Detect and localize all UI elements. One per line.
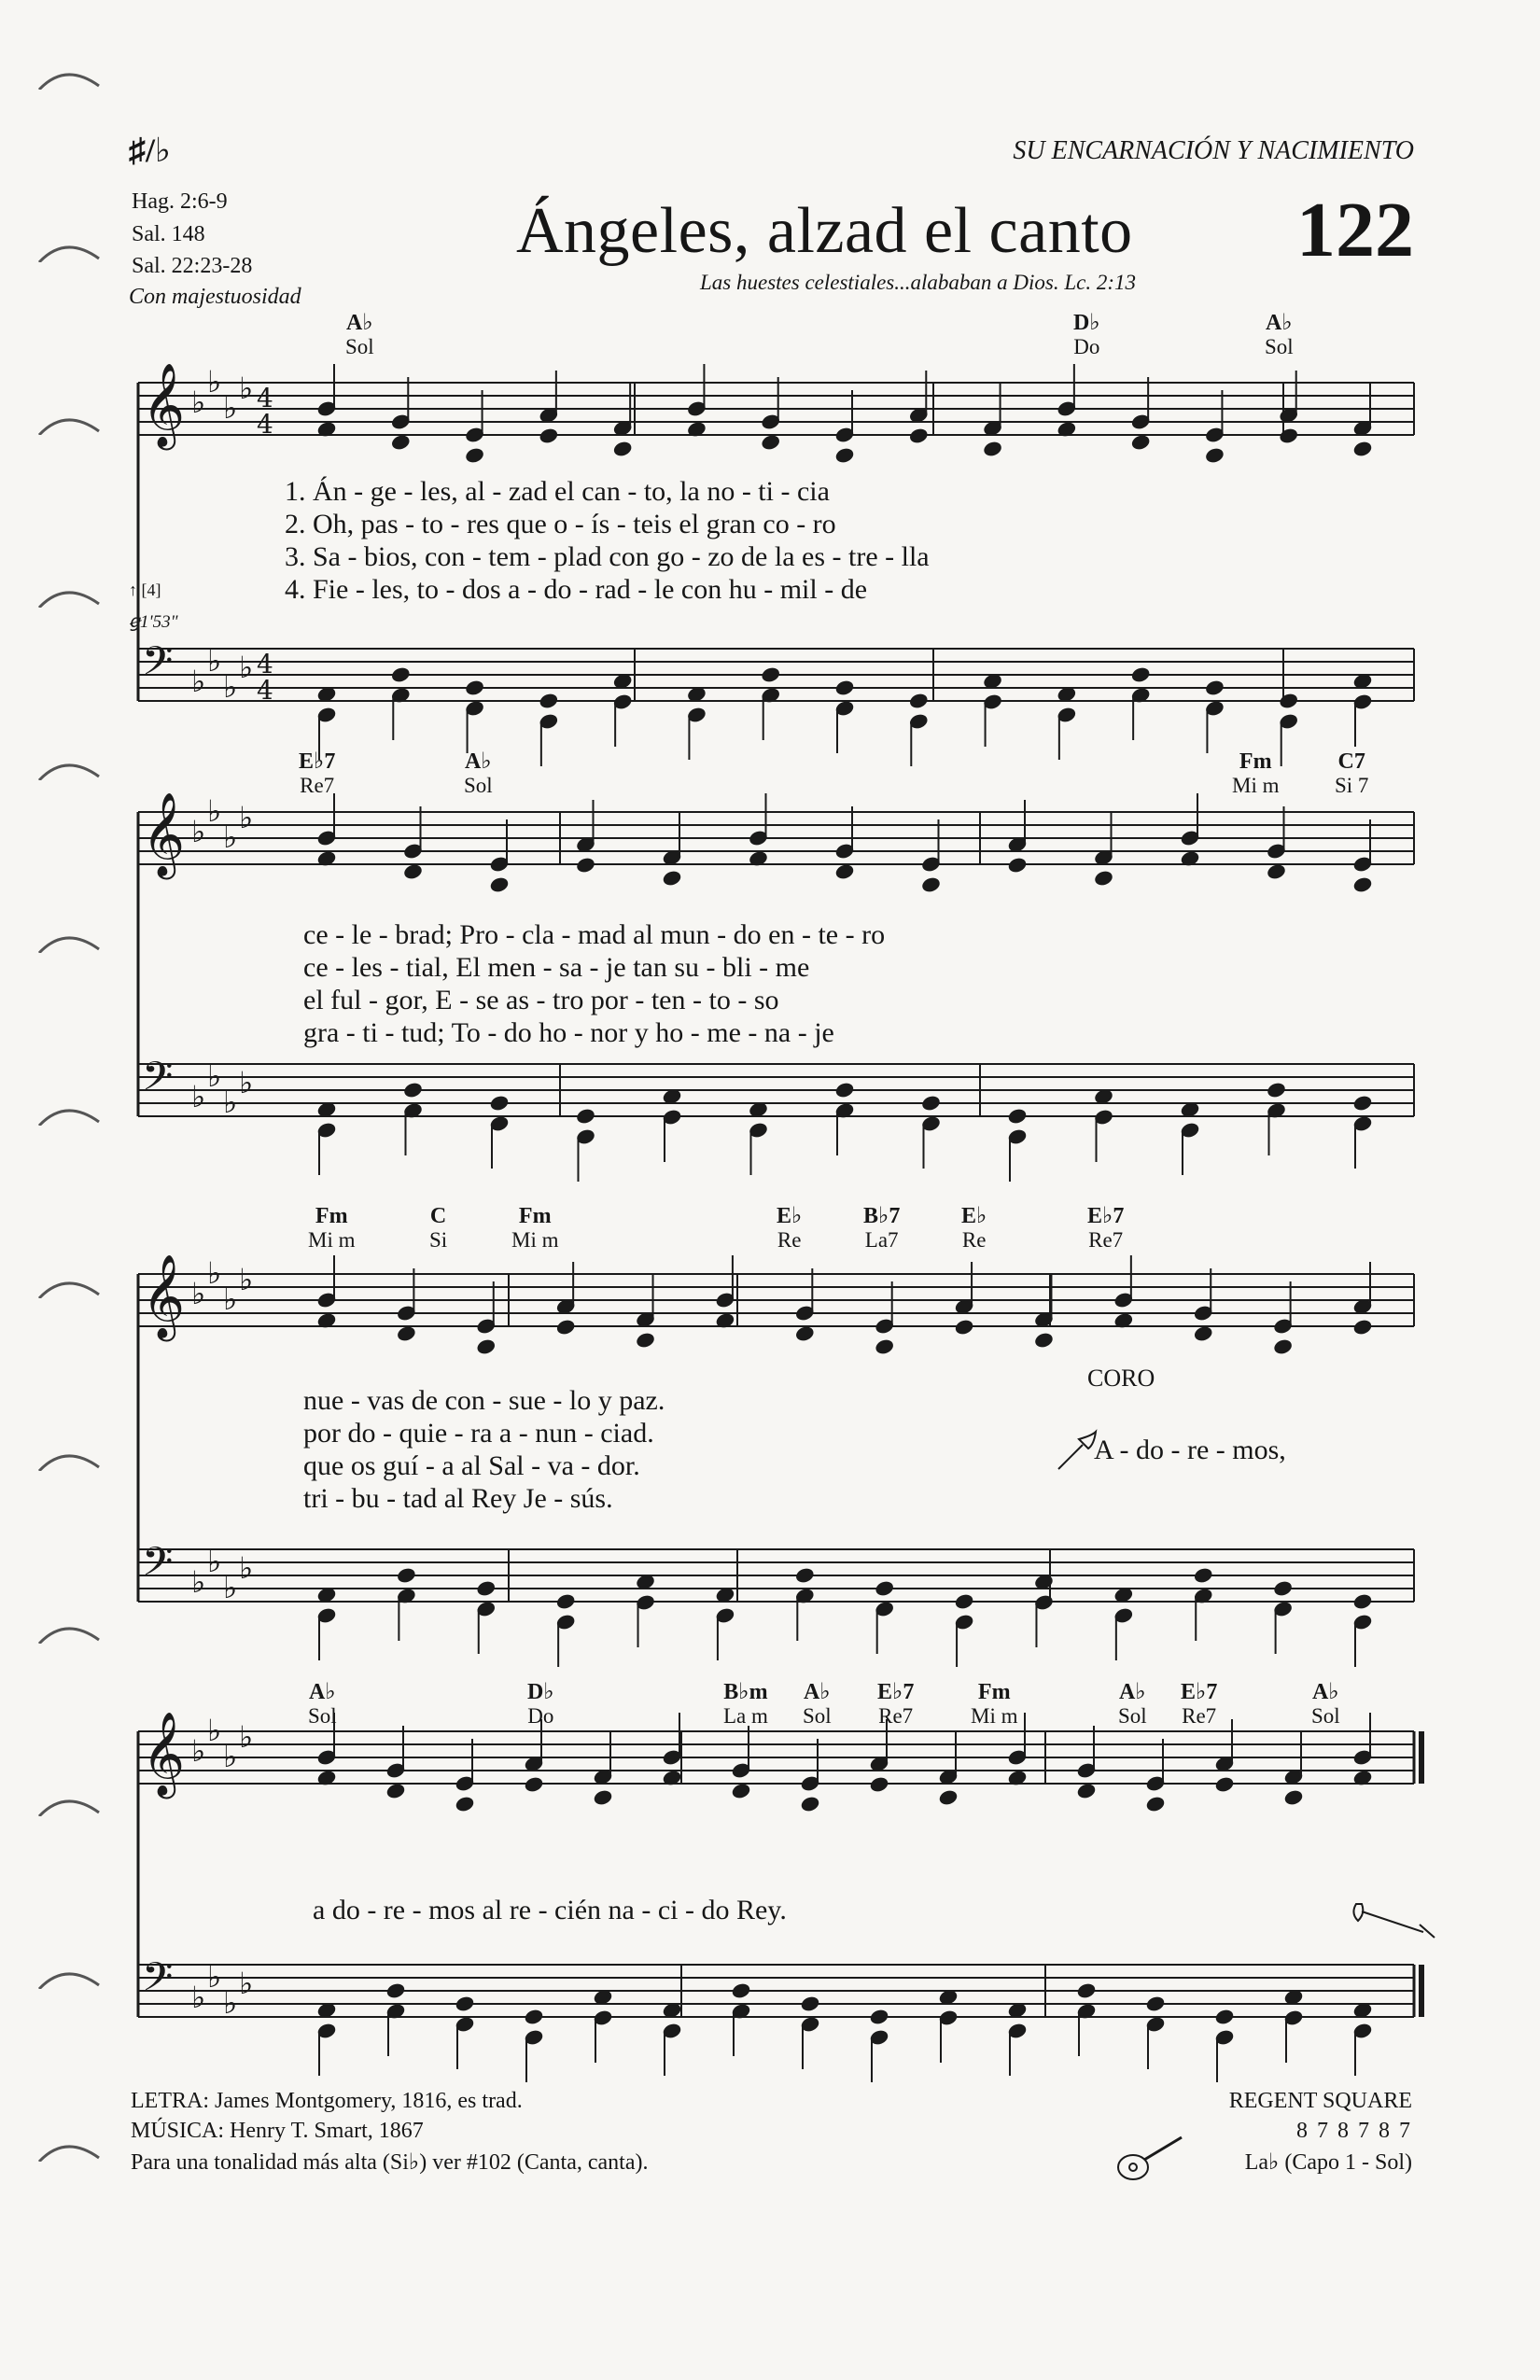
note-head	[834, 679, 854, 696]
chord-name: C	[429, 1204, 447, 1228]
flat-sign: ♭	[239, 371, 254, 406]
chord-name-es: Mi m	[511, 1228, 559, 1252]
chord-name-es: Sol	[308, 1704, 337, 1728]
meter: 8 7 8 7 8 7	[1296, 2119, 1412, 2143]
note-head	[1214, 2009, 1234, 2025]
note-head	[921, 1095, 941, 1112]
lyric-verse-3: que os guí - a al Sal - va - dor.	[303, 1450, 640, 1481]
chord-name-es: Mi m	[308, 1228, 356, 1252]
flat-sign: ♭	[207, 1713, 222, 1748]
chord-name: Fm	[977, 1680, 1011, 1704]
lyric-verse-2: ce - les - tial, El men - sa - je tan su - bli - me	[303, 952, 810, 983]
chorus-lyric: A - do - re - mos,	[1094, 1435, 1286, 1465]
chord-name: E♭7	[299, 749, 336, 774]
note-head	[476, 1338, 496, 1355]
chord-name-es: Re	[961, 1228, 987, 1252]
key-note: Para una tonalidad más alta (Si♭) ver #102 (Canta, canta).	[131, 2150, 649, 2175]
chord-ab	[1118, 1680, 1147, 1729]
chord-name-es: Si	[429, 1228, 448, 1252]
chord-name-es: Sol	[345, 335, 374, 358]
flat-sign: ♭	[207, 364, 222, 399]
note-head	[1130, 666, 1150, 683]
chord-name-es: Re	[777, 1228, 802, 1252]
flat-sign: ♭	[223, 1739, 238, 1774]
note-head	[909, 693, 929, 709]
note-head	[1007, 857, 1027, 874]
note-head	[731, 1982, 750, 1999]
chord-ab	[308, 1680, 337, 1729]
scripture-ref-1: Hag. 2:6-9	[132, 189, 228, 214]
chord-eb7	[299, 749, 335, 798]
chord-c7	[1335, 749, 1368, 798]
note-head	[1194, 1325, 1213, 1342]
hymn-title: Ángeles, alzad el canto	[516, 195, 1133, 267]
chord-eb	[777, 1204, 802, 1253]
chord-name-es: Re7	[300, 774, 335, 797]
chord-name: D♭	[527, 1680, 554, 1704]
note-head	[869, 2009, 889, 2025]
chord-ab	[464, 749, 493, 798]
chord-name: A♭	[1312, 1680, 1339, 1704]
note-head	[403, 1082, 423, 1099]
chord-name: B♭7	[863, 1204, 901, 1228]
note-head	[476, 1580, 496, 1597]
chord-name: C7	[1337, 749, 1365, 774]
lyric-verse-2: por do - quie - ra a - nun - ciad.	[303, 1418, 654, 1449]
note-head	[539, 427, 558, 444]
chord-c	[429, 1204, 447, 1253]
note-head	[795, 1567, 815, 1584]
flat-sign: ♭	[207, 1959, 222, 1995]
note-head	[800, 1796, 819, 1813]
note-head	[489, 876, 509, 893]
note-head	[1279, 427, 1298, 444]
chord-name-es: Sol	[1118, 1704, 1147, 1728]
note-head	[385, 1982, 405, 1999]
note-head	[834, 1082, 854, 1099]
bass-clef: 𝄢	[142, 638, 174, 694]
note-head	[954, 1319, 973, 1336]
duration: ꞡ1'53"	[129, 612, 178, 632]
note-head	[455, 1995, 474, 2012]
note-head	[1076, 1982, 1096, 1999]
chord-name: E♭	[961, 1204, 987, 1228]
treble-clef: 𝄞	[142, 792, 186, 876]
note-head	[555, 1319, 575, 1336]
flat-sign: ♭	[191, 664, 206, 699]
trumpet-icon	[1349, 1885, 1437, 1941]
flat-sign: ♭	[239, 650, 254, 685]
note-head	[921, 876, 941, 893]
note-head	[731, 1783, 750, 1799]
flat-sign: ♭	[191, 1079, 206, 1114]
chord-name: A♭	[1266, 311, 1293, 335]
flat-sign: ♭	[207, 1058, 222, 1094]
note-head	[555, 1593, 575, 1610]
chord-eb	[961, 1204, 987, 1253]
note-head	[1273, 1338, 1293, 1355]
note-head	[795, 1325, 815, 1342]
chord-bbm	[723, 1680, 768, 1729]
note-head	[834, 863, 854, 880]
lyric-verse-4: gra - ti - tud; To - do ho - nor y ho - me - na - je	[303, 1017, 834, 1048]
flat-sign: ♭	[223, 1281, 238, 1317]
flat-sign: ♭	[191, 1733, 206, 1769]
note-head	[1279, 693, 1298, 709]
flat-sign: ♭	[239, 1262, 254, 1297]
key-mark: ♯/♭	[129, 132, 171, 169]
note-head	[1076, 1783, 1096, 1799]
note-head	[800, 1995, 819, 2012]
note-head	[1352, 876, 1372, 893]
note-head	[397, 1567, 416, 1584]
note-head	[1205, 679, 1225, 696]
chord-name: A♭	[346, 311, 373, 335]
note-head	[524, 2009, 543, 2025]
chord-name: E♭7	[1181, 1680, 1218, 1704]
chord-name: D♭	[1073, 311, 1100, 335]
bass-clef: 𝄢	[142, 1054, 174, 1110]
flat-sign: ♭	[239, 1966, 254, 2001]
note-head	[1205, 447, 1225, 464]
note-head	[576, 857, 595, 874]
note-head	[1273, 1580, 1293, 1597]
chord-ab	[1311, 1680, 1340, 1729]
note-head	[636, 1332, 655, 1349]
note-head	[385, 1783, 405, 1799]
note-head	[1352, 1319, 1372, 1336]
note-head	[539, 693, 558, 709]
lyric-verse-3: el ful - gor, E - se as - tro por - ten - to - so	[303, 985, 779, 1015]
note-head	[489, 1095, 509, 1112]
guitar-icon	[1113, 2130, 1187, 2186]
note-head	[1267, 1082, 1286, 1099]
chord-name-es: Re7	[1182, 1704, 1217, 1728]
chord-ab	[1265, 311, 1294, 359]
chord-eb7	[1087, 1204, 1124, 1253]
note-head	[1034, 1332, 1054, 1349]
flat-sign: ♭	[191, 385, 206, 420]
note-head	[834, 447, 854, 464]
note-head	[391, 666, 411, 683]
note-head	[869, 1776, 889, 1793]
flat-sign: ♭	[207, 1544, 222, 1579]
chord-name-es: Do	[527, 1704, 554, 1728]
chord-bb7	[863, 1204, 900, 1253]
chord-name-es: Sol	[803, 1704, 832, 1728]
note-head	[761, 666, 780, 683]
scripture-ref-3: Sal. 22:23-28	[132, 254, 253, 278]
flat-sign: ♭	[207, 643, 222, 679]
note-head	[465, 679, 484, 696]
lyric-verse-2: 2. Oh, pas - to - res que o - ís - teis el gran co - ro	[285, 509, 836, 539]
time-signature: 4	[257, 409, 273, 440]
note-head	[576, 1108, 595, 1125]
note-head	[1352, 441, 1372, 457]
credit-lyrics: LETRA: James Montgomery, 1816, es trad.	[131, 2089, 523, 2113]
lyric-verse-4: tri - bu - tad al Rey Je - sús.	[303, 1483, 613, 1514]
flat-sign: ♭	[191, 1276, 206, 1311]
chord-name-es: Do	[1073, 335, 1100, 358]
treble-clef: 𝄞	[142, 1254, 186, 1338]
flat-sign: ♭	[191, 1564, 206, 1600]
chord-name: A♭	[465, 749, 492, 774]
time-signature: 4	[257, 649, 273, 679]
flat-sign: ♭	[207, 1255, 222, 1291]
flat-sign: ♭	[223, 669, 238, 705]
note-head	[612, 441, 632, 457]
chord-ab	[803, 1680, 832, 1729]
chord-name: A♭	[804, 1680, 831, 1704]
note-head	[1145, 1995, 1165, 2012]
time-signature: 4	[257, 675, 273, 706]
flat-sign: ♭	[223, 819, 238, 855]
chord-name: E♭7	[877, 1680, 915, 1704]
note-head	[875, 1580, 894, 1597]
lyric-final: a do - re - mos al re - cién na - ci - do Rey.	[313, 1895, 787, 1925]
note-head	[1094, 870, 1113, 887]
chord-name: Fm	[315, 1204, 348, 1228]
chord-name-es: Re7	[878, 1704, 914, 1728]
flat-sign: ♭	[239, 1065, 254, 1100]
chorus-label: CORO	[1087, 1365, 1155, 1392]
epigraph: Las huestes celestiales...alababan a Dios. Lc. 2:13	[700, 271, 1136, 294]
time-signature: 4	[257, 383, 273, 413]
chord-fm	[308, 1204, 355, 1253]
note-head	[1352, 1593, 1372, 1610]
note-head	[1194, 1567, 1213, 1584]
scripture-ref-2: Sal. 148	[132, 222, 205, 246]
note-head	[1214, 1776, 1234, 1793]
treble-clef: 𝄞	[142, 363, 186, 447]
note-head	[1283, 1789, 1303, 1806]
note-head	[391, 434, 411, 451]
chord-fm	[511, 1204, 558, 1253]
section-heading: SU ENCARNACIÓN Y NACIMIENTO	[1013, 136, 1414, 165]
flat-sign: ♭	[239, 800, 254, 835]
tempo-marking: Con majestuosidad	[129, 285, 301, 309]
flat-sign: ♭	[223, 390, 238, 426]
chord-name-es: Mi m	[971, 1704, 1018, 1728]
chord-name: A♭	[1119, 1680, 1146, 1704]
chord-name: Fm	[1239, 749, 1272, 774]
chord-eb7	[877, 1680, 914, 1729]
chord-name-es: Sol	[464, 774, 493, 797]
lyric-verse-1: ce - le - brad; Pro - cla - mad al mun - do en - te - ro	[303, 919, 886, 950]
chord-db	[527, 1680, 554, 1729]
flat-sign: ♭	[223, 1570, 238, 1605]
chord-name-es: Si 7	[1335, 774, 1369, 797]
treble-clef: 𝄞	[142, 1712, 186, 1796]
chord-fm	[1232, 749, 1279, 798]
chord-name: A♭	[309, 1680, 336, 1704]
chord-eb7	[1181, 1680, 1217, 1729]
trumpet-icon	[1055, 1428, 1099, 1473]
lyric-verse-1: 1. Án - ge - les, al - zad el can - to, la no - ti - cia	[285, 476, 830, 507]
note-head	[954, 1593, 973, 1610]
flat-sign: ♭	[223, 1085, 238, 1120]
flat-sign: ♭	[239, 1550, 254, 1586]
note-head	[593, 1789, 612, 1806]
chord-name-es: La7	[864, 1228, 899, 1252]
chord-fm	[971, 1680, 1017, 1729]
flat-sign: ♭	[191, 1980, 206, 2015]
note-head	[761, 434, 780, 451]
note-head	[909, 427, 929, 444]
lyric-verse-4: 4. Fie - les, to - dos a - do - rad - le con hu - mil - de	[285, 574, 868, 605]
note-head	[1267, 863, 1286, 880]
chord-name-es: Sol	[1311, 1704, 1340, 1728]
credit-music: MÚSICA: Henry T. Smart, 1867	[131, 2119, 424, 2143]
note-head	[875, 1338, 894, 1355]
chord-name: E♭	[777, 1204, 803, 1228]
flat-sign: ♭	[223, 1985, 238, 2021]
hymn-number: 122	[1296, 187, 1414, 273]
chord-name-es: La m	[723, 1704, 768, 1728]
note-head	[1007, 1108, 1027, 1125]
chord-ab	[345, 311, 374, 359]
note-head	[397, 1325, 416, 1342]
chord-name: B♭m	[723, 1680, 768, 1704]
bass-clef: 𝄢	[142, 1954, 174, 2010]
note-head	[983, 441, 1002, 457]
flat-sign: ♭	[207, 793, 222, 829]
note-head	[524, 1776, 543, 1793]
chord-name: E♭7	[1087, 1204, 1125, 1228]
note-head	[662, 870, 681, 887]
note-head	[455, 1796, 474, 1813]
note-head	[1130, 434, 1150, 451]
chord-name-es: Sol	[1265, 335, 1294, 358]
note-head	[465, 447, 484, 464]
note-head	[403, 863, 423, 880]
flat-sign: ♭	[191, 814, 206, 849]
flat-sign: ♭	[239, 1719, 254, 1755]
note-head	[1352, 1095, 1372, 1112]
bass-clef: 𝄢	[142, 1539, 174, 1595]
note-head	[938, 1789, 958, 1806]
note-head	[1145, 1796, 1165, 1813]
lyric-verse-3: 3. Sa - bios, con - tem - plad con go - zo de la es - tre - lla	[285, 541, 930, 572]
tune-name: REGENT SQUARE	[1228, 2089, 1412, 2113]
chord-name-es: Re7	[1088, 1228, 1124, 1252]
lyric-verse-1: nue - vas de con - sue - lo y paz.	[303, 1385, 665, 1416]
chord-name: Fm	[518, 1204, 552, 1228]
chord-name-es: Mi m	[1232, 774, 1280, 797]
capo-info: La♭ (Capo 1 - Sol)	[1244, 2150, 1412, 2175]
chord-db	[1073, 311, 1100, 359]
audio-track: ↑ [4]	[129, 581, 161, 599]
